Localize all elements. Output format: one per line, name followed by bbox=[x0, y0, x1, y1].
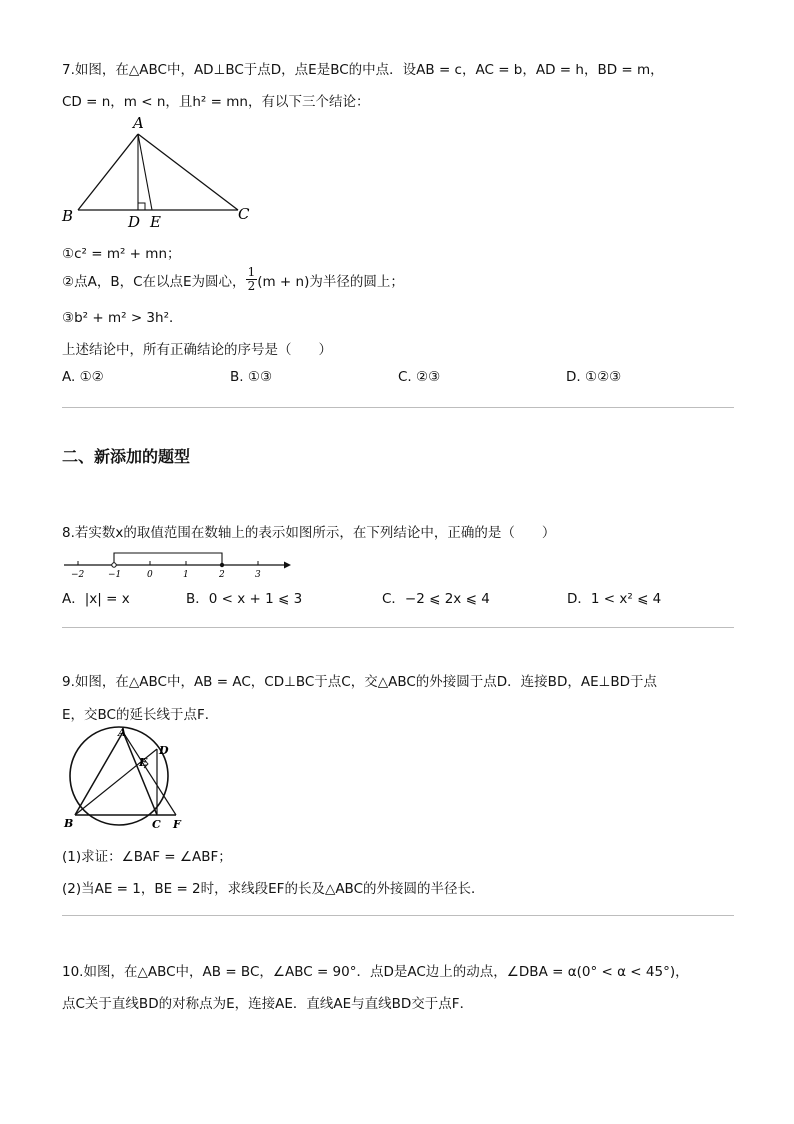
q7-question: 上述结论中，所有正确结论的序号是（ ） bbox=[62, 342, 332, 358]
q10-stem-line1: 10.如图，在△ABC中，AB = BC，∠ABC = 90°．点D是AC边上的动点，∠DBA = α(0° < α < 45°)， bbox=[62, 964, 689, 980]
q7-stem-line1: 7.如图，在△ABC中，AD⊥BC于点D，点E是BC的中点．设AB = c，AC = b，AD = h，BD = m， bbox=[62, 62, 664, 78]
q7-option-d: D. ①②③ bbox=[566, 369, 622, 385]
q7-triangle-figure bbox=[58, 112, 268, 232]
q7-statement-3: ③b² + m² > 3h²． bbox=[62, 310, 183, 326]
q9-circle-figure bbox=[60, 724, 200, 836]
q8-tick-label: −2 bbox=[71, 570, 85, 578]
q7-option-c: C. ②③ bbox=[398, 369, 441, 385]
q8-tick-label: −1 bbox=[108, 570, 122, 578]
q9-label-e: E bbox=[139, 756, 148, 769]
q9-label-d: D bbox=[159, 744, 169, 757]
q7-label-c: C bbox=[238, 205, 250, 223]
q7-label-d: D bbox=[128, 213, 141, 231]
section-title: 二、新添加的题型 bbox=[62, 447, 191, 466]
q7-statement-2-fraction bbox=[246, 266, 258, 293]
fraction-numerator: 1 bbox=[247, 265, 256, 279]
q9-stem-line1: 9.如图，在△ABC中，AB = AC，CD⊥BC于点C，交△ABC的外接圆于点D．连接BD，AE⊥BD于点 bbox=[62, 674, 658, 690]
divider bbox=[62, 915, 734, 916]
divider bbox=[62, 627, 734, 628]
q7-label-e: E bbox=[150, 213, 161, 231]
q8-tick-label: 3 bbox=[255, 570, 261, 578]
q8-tick-label: 2 bbox=[219, 570, 225, 578]
q7-statement-2-prefix: ②点A，B，C在以点E为圆心， bbox=[62, 273, 246, 290]
q7-statement-2 bbox=[62, 266, 404, 293]
q9-part-1: (1)求证：∠BAF = ∠ABF； bbox=[62, 849, 232, 865]
divider bbox=[62, 407, 734, 408]
q10-stem-line2: 点C关于直线BD的对称点为E，连接AE．直线AE与直线BD交于点F． bbox=[62, 996, 474, 1012]
q8-option-c: C．−2 ⩽ 2x ⩽ 4 bbox=[382, 591, 490, 607]
q8-number-line bbox=[62, 548, 294, 578]
q9-part-2: (2)当AE = 1，BE = 2时，求线段EF的长及△ABC的外接圆的半径长． bbox=[62, 881, 485, 897]
q9-label-c: C bbox=[152, 818, 161, 831]
q9-stem-line2: E，交BC的延长线于点F． bbox=[62, 707, 219, 723]
q8-option-d: D．1 < x² ⩽ 4 bbox=[567, 591, 662, 607]
q7-option-b: B. ①③ bbox=[230, 369, 273, 385]
q7-label-a: A bbox=[133, 114, 144, 132]
q8-tick-label: 1 bbox=[183, 570, 189, 578]
q7-option-a: A. ①② bbox=[62, 369, 104, 385]
q8-tick-label: 0 bbox=[147, 570, 153, 578]
q8-option-a: A．|x| = x bbox=[62, 591, 130, 607]
q7-statement-2-suffix: (m + n)为半径的圆上； bbox=[257, 273, 404, 290]
q7-label-b: B bbox=[62, 207, 74, 225]
q8-stem: 8.若实数x的取值范围在数轴上的表示如图所示，在下列结论中，正确的是（ ） bbox=[62, 525, 556, 541]
q9-label-a: A bbox=[118, 726, 127, 739]
q9-label-f: F bbox=[173, 818, 181, 831]
q7-statement-1: ①c² = m² + mn； bbox=[62, 246, 181, 262]
q7-stem-line2: CD = n，m < n，且h² = mn，有以下三个结论： bbox=[62, 94, 370, 110]
q9-label-b: B bbox=[64, 817, 74, 830]
fraction-denominator: 2 bbox=[247, 279, 256, 293]
q8-option-b: B．0 < x + 1 ⩽ 3 bbox=[186, 591, 303, 607]
